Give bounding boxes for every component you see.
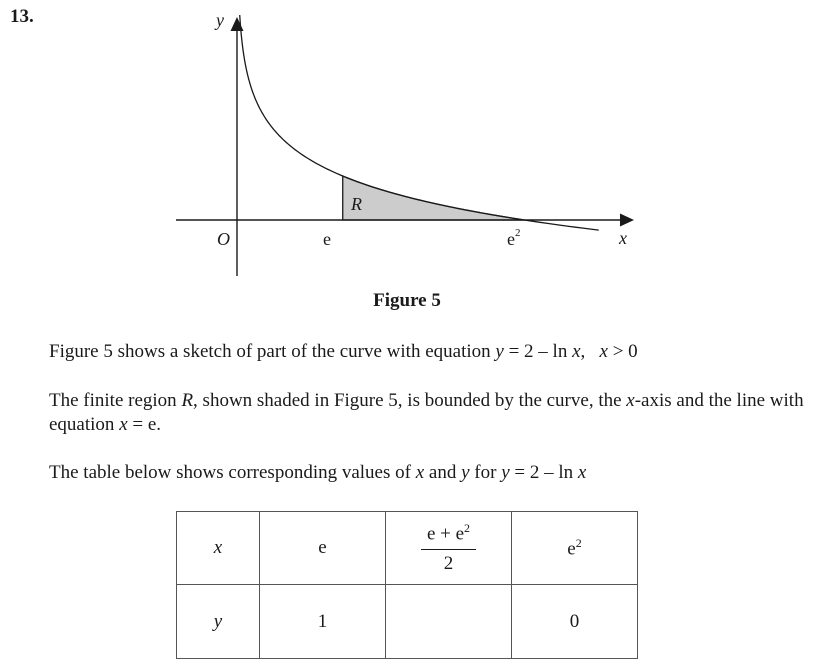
paragraph-curve-description: Figure 5 shows a sketch of part of the curve with equation y = 2 – ln x, x > 0: [49, 341, 638, 362]
table-header-x: x: [177, 512, 260, 585]
table-cell-x-midpoint: [386, 512, 512, 585]
region-label-r: R: [351, 194, 362, 214]
x-axis-arrow-icon: [620, 214, 634, 227]
x-axis-label: x: [619, 228, 627, 248]
table-cell-y-e: 1: [260, 585, 386, 659]
figure-caption: Figure 5: [373, 290, 441, 311]
paragraph-region-description: The finite region R, shown shaded in Figure 5, is bounded by the curve, the x-axis and the line with equation x = e.: [49, 390, 804, 435]
table-header-y: y: [177, 585, 260, 659]
y-axis-label: y: [216, 10, 224, 30]
figure-5-graph: [0, 0, 814, 290]
tick-label-e: e: [323, 229, 331, 249]
table-cell-y-midpoint: [386, 585, 512, 659]
table-cell-y-e-squared: 0: [512, 585, 638, 659]
midpoint-fraction: $\frac{e + e^2}{2}$: [421, 521, 476, 574]
values-table: [176, 511, 638, 659]
paragraph-table-intro: The table below shows corresponding values of x and y for y = 2 – ln x: [49, 462, 587, 483]
table-cell-x-e-squared: $e^2$: [512, 512, 638, 585]
question-number: 13.: [10, 6, 34, 27]
shaded-region-r: [343, 176, 525, 220]
table-cell-x-e: e: [260, 512, 386, 585]
curve-y-2-minus-ln-x: [240, 15, 599, 230]
origin-label: O: [217, 229, 230, 249]
tick-label-e-squared: $e^2$: [507, 227, 521, 249]
table-row-x: [177, 512, 638, 585]
y-axis-arrow-icon: [231, 17, 244, 31]
table-row-y: [177, 585, 638, 659]
